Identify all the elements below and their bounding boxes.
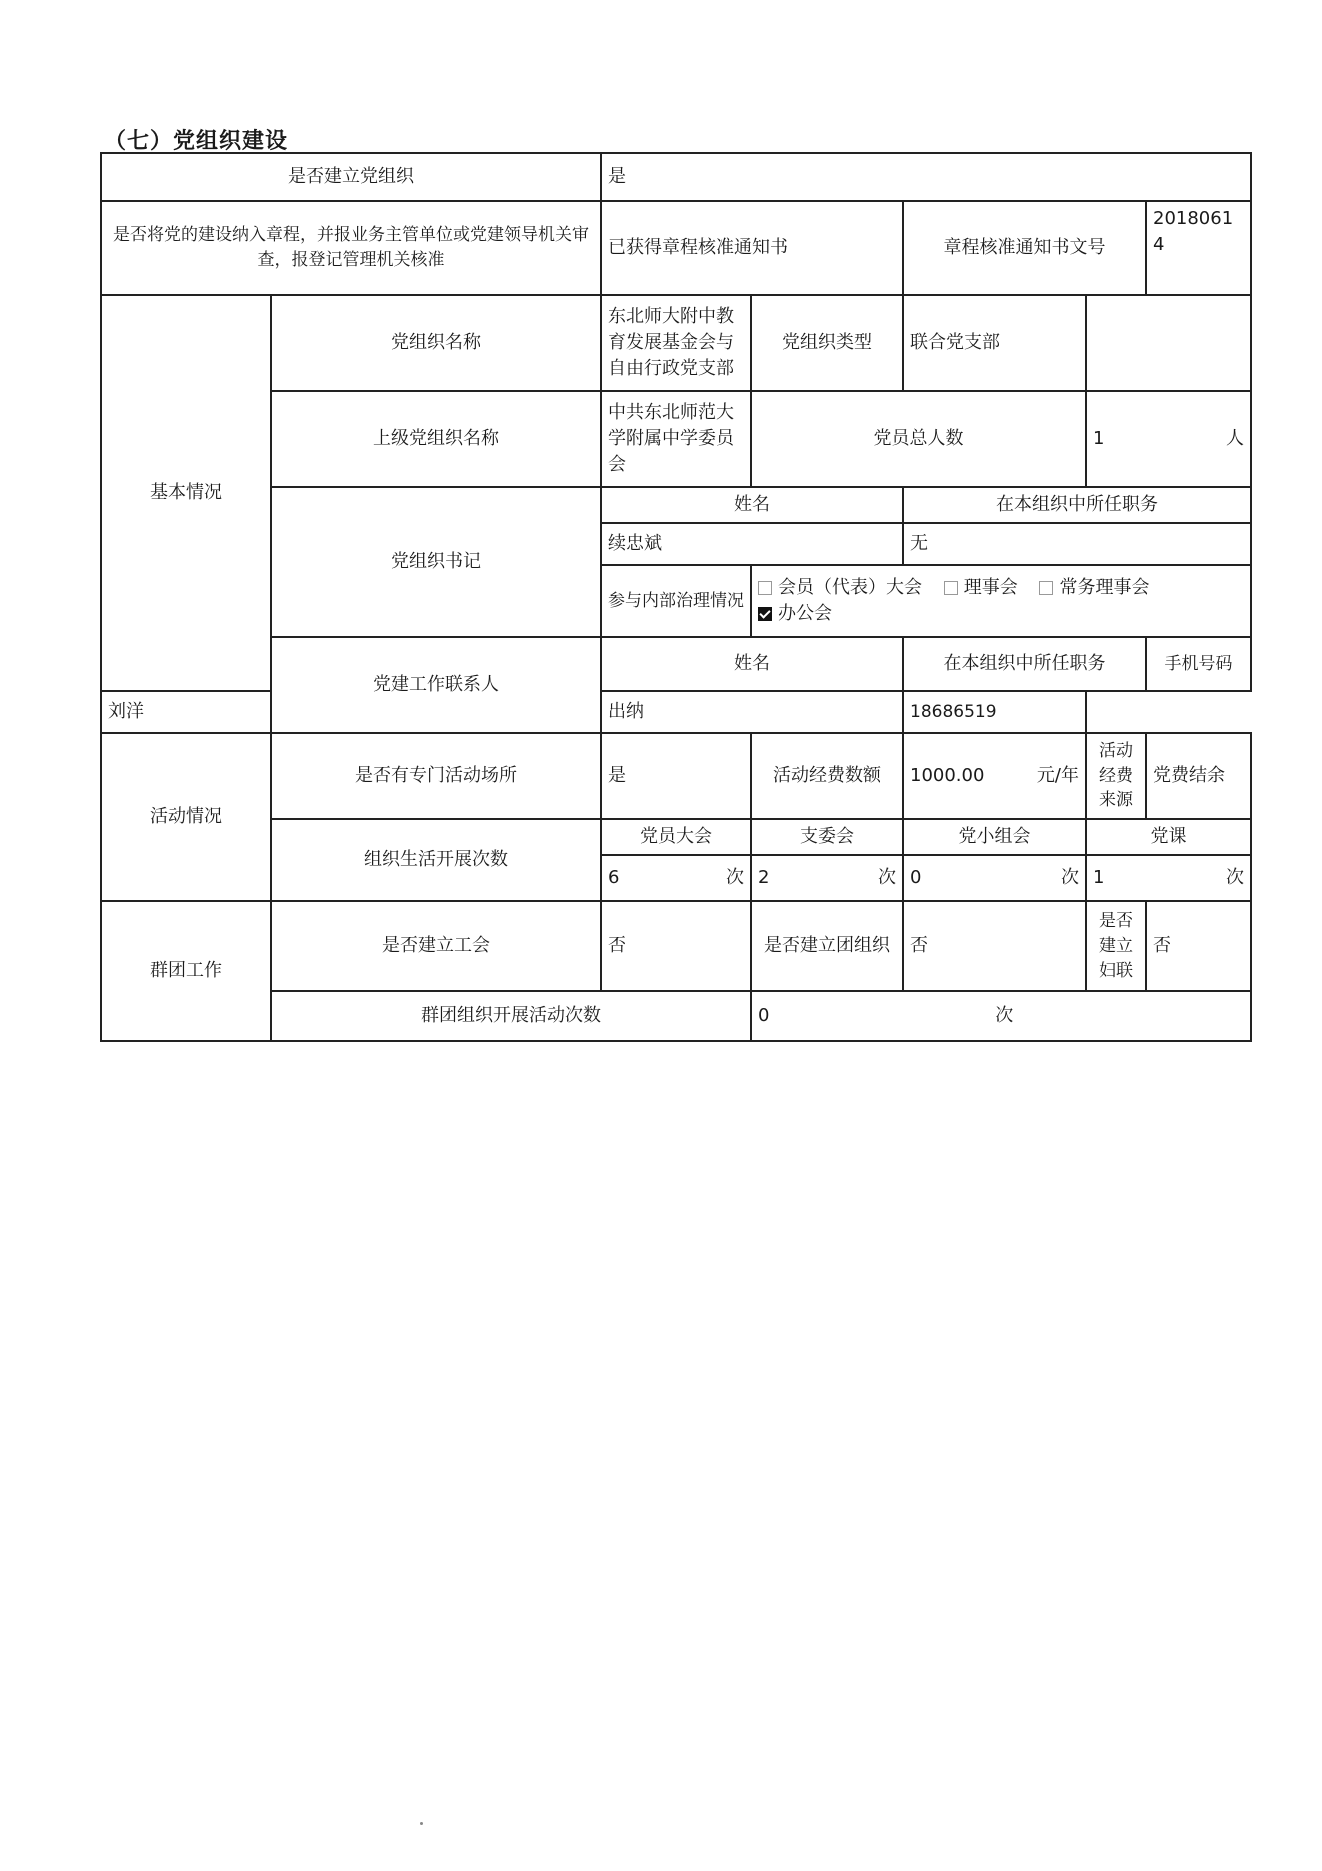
contact-position[interactable]: 出纳 — [601, 691, 903, 733]
events-label: 群团组织开展活动次数 — [271, 991, 751, 1041]
contact-phone-header: 手机号码 — [1146, 637, 1251, 691]
funds-value: 1000.00 — [910, 765, 985, 787]
charter-value[interactable]: 已获得章程核准通知书 — [601, 201, 903, 295]
secretary-label: 党组织书记 — [271, 487, 601, 637]
basic-group-label: 基本情况 — [101, 295, 271, 691]
org-type-label: 党组织类型 — [751, 295, 903, 391]
secretary-name[interactable]: 续忠斌 — [601, 523, 903, 565]
meeting-count-group: 0 — [910, 867, 922, 889]
established-label: 是否建立党组织 — [101, 153, 601, 201]
charter-label: 是否将党的建设纳入章程，并报业务主管单位或党建领导机关审查，报登记管理机关核准 — [101, 201, 601, 295]
youth-value[interactable]: 否 — [903, 901, 1086, 991]
funds-unit: 元/年 — [1036, 765, 1079, 787]
meeting-header-branch-committee: 支委会 — [751, 819, 903, 855]
scan-speck — [420, 1822, 423, 1825]
option-council[interactable]: 理事会 — [944, 575, 1018, 601]
established-value[interactable]: 是 — [601, 153, 1251, 201]
option-standing-council[interactable]: 常务理事会 — [1039, 575, 1149, 601]
events-value-cell[interactable] — [751, 991, 1251, 1041]
activity-group-label: 活动情况 — [101, 733, 271, 901]
checkbox-members-assembly[interactable] — [758, 581, 772, 595]
times-unit: 次 — [1061, 867, 1079, 889]
meeting-count-group-cell[interactable] — [903, 855, 1086, 901]
times-unit: 次 — [878, 867, 896, 889]
women-label: 是否建立妇联 — [1086, 901, 1146, 991]
charter-no-label: 章程核准通知书文号 — [903, 201, 1146, 295]
mass-group-label: 群团工作 — [101, 901, 271, 1041]
parent-org-value[interactable]: 中共东北师范大学附属中学委员会 — [601, 391, 751, 487]
members-value: 1 — [1093, 427, 1105, 449]
union-value[interactable]: 否 — [601, 901, 751, 991]
checkbox-office-meeting-checked-icon[interactable] — [758, 607, 772, 621]
funds-source-value[interactable]: 党费结余 — [1146, 733, 1251, 819]
meeting-count-branch-committee: 2 — [758, 867, 770, 889]
funds-label: 活动经费数额 — [751, 733, 903, 819]
meeting-count-assembly-cell[interactable] — [601, 855, 751, 901]
option-office-meeting[interactable]: 办公会 — [758, 601, 832, 627]
contact-name-header: 姓名 — [601, 637, 903, 691]
governance-options — [751, 565, 1251, 637]
secretary-position[interactable]: 无 — [903, 523, 1251, 565]
contact-phone[interactable]: 18686519 — [903, 691, 1086, 733]
parent-org-label: 上级党组织名称 — [271, 391, 601, 487]
org-type-extra — [1086, 295, 1251, 391]
org-type-value[interactable]: 联合党支部 — [903, 295, 1086, 391]
meeting-header-lecture: 党课 — [1086, 819, 1251, 855]
funds-source-label: 活动经费来源 — [1086, 733, 1146, 819]
meetings-label: 组织生活开展次数 — [271, 819, 601, 901]
contact-label: 党建工作联系人 — [271, 637, 601, 733]
events-unit: 次 — [995, 1005, 1014, 1027]
members-value-cell[interactable] — [1086, 391, 1251, 487]
meeting-header-group: 党小组会 — [903, 819, 1086, 855]
venue-label: 是否有专门活动场所 — [271, 733, 601, 819]
checkbox-standing-council[interactable] — [1039, 581, 1053, 595]
members-unit: 人 — [1226, 427, 1245, 449]
checkbox-council[interactable] — [944, 581, 958, 595]
party-organization-table — [100, 152, 1252, 1042]
secretary-name-header: 姓名 — [601, 487, 903, 523]
contact-position-header: 在本组织中所任职务 — [903, 637, 1146, 691]
governance-label: 参与内部治理情况 — [601, 565, 751, 637]
events-value: 0 — [758, 1005, 770, 1027]
org-name-label: 党组织名称 — [271, 295, 601, 391]
youth-label: 是否建立团组织 — [751, 901, 903, 991]
section-title: （七）党组织建设 — [104, 129, 289, 154]
meeting-count-assembly: 6 — [608, 867, 620, 889]
meeting-header-assembly: 党员大会 — [601, 819, 751, 855]
times-unit: 次 — [726, 867, 744, 889]
venue-value[interactable]: 是 — [601, 733, 751, 819]
women-value[interactable]: 否 — [1146, 901, 1251, 991]
meeting-count-lecture: 1 — [1093, 867, 1105, 889]
times-unit: 次 — [1226, 867, 1245, 889]
org-name-value[interactable]: 东北师大附中教育发展基金会与自由行政党支部 — [601, 295, 751, 391]
charter-no-value[interactable]: 20180614 — [1146, 201, 1251, 295]
meeting-count-lecture-cell[interactable] — [1086, 855, 1251, 901]
option-members-assembly[interactable]: 会员（代表）大会 — [758, 575, 922, 601]
union-label: 是否建立工会 — [271, 901, 601, 991]
members-label: 党员总人数 — [751, 391, 1086, 487]
contact-name[interactable]: 刘洋 — [101, 691, 601, 733]
secretary-position-header: 在本组织中所任职务 — [903, 487, 1251, 523]
meeting-count-branch-committee-cell[interactable] — [751, 855, 903, 901]
funds-value-cell[interactable] — [903, 733, 1086, 819]
